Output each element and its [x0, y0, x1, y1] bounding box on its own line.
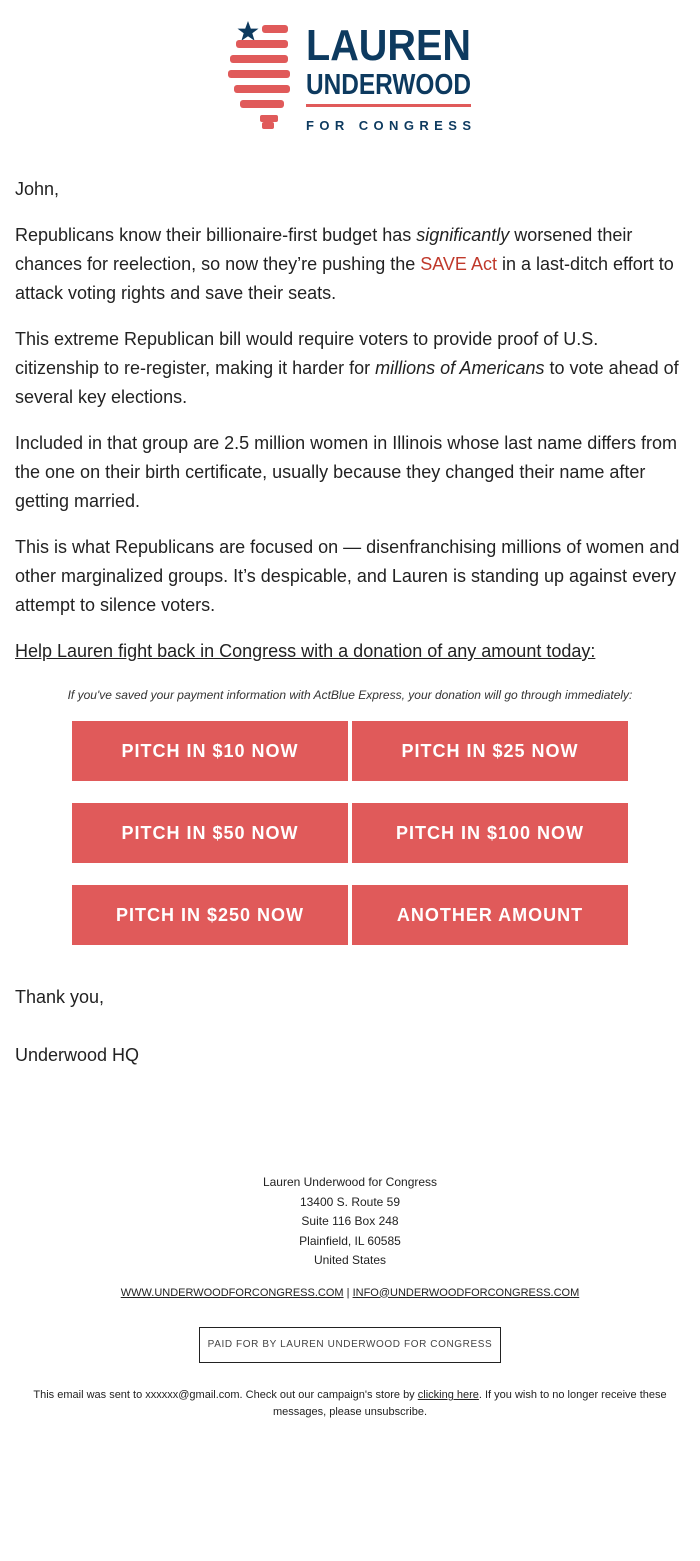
footer-link-separator: |	[346, 1286, 350, 1299]
paragraph-1-text-b: worsened their chances for reelection, so now they’re pushing the	[15, 225, 633, 274]
website-link[interactable]: WWW.UNDERWOODFORCONGRESS.COM	[120, 1286, 344, 1299]
footer	[0, 1173, 700, 1421]
campaign-logo	[226, 18, 476, 136]
paragraph-1-text-c: in a last-ditch effort to attack voting rights and save their seats.	[15, 254, 674, 303]
donate-100-button[interactable]: PITCH IN $100 NOW	[352, 803, 628, 863]
signoff-signature: Underwood HQ	[15, 1045, 140, 1065]
paid-for-disclaimer: PAID FOR BY LAUREN UNDERWOOD FOR CONGRESS	[199, 1327, 501, 1363]
footer-address-line-1: 13400 S. Route 59	[299, 1194, 401, 1209]
paragraph-1-emphasis: significantly	[416, 225, 510, 245]
logo-line-lauren: LAUREN	[306, 21, 471, 70]
paragraph-2-emphasis: millions of Americans	[375, 358, 545, 378]
logo-divider	[306, 104, 471, 107]
donate-cta-link[interactable]: Help Lauren fight back in Congress with a donation of any amount today:	[15, 641, 596, 661]
legal-text-b: . If you wish to no longer receive these messages, please unsubscribe.	[272, 1389, 667, 1418]
paragraph-3: Included in that group are 2.5 million women in Illinois whose last name differs from the one on their birth certificate, usually because they changed their name after getting married.	[15, 433, 678, 511]
paragraph-2-text-a: This extreme Republican bill would require voters to provide proof of U.S. citizenship to re-register, making it harder for	[15, 329, 599, 378]
footer-links	[0, 1284, 700, 1304]
donate-250-button[interactable]: PITCH IN $250 NOW	[72, 885, 348, 945]
store-link[interactable]: clicking here	[417, 1389, 479, 1401]
donate-50-button[interactable]: PITCH IN $50 NOW	[72, 803, 348, 863]
footer-address-line-2: Suite 116 Box 248	[301, 1214, 399, 1228]
paragraph-4: This is what Republicans are focused on — disenfranchising millions of women and other marginalized groups. It’s despicable, and Lauren is standing up against every attempt to silence voters.	[15, 537, 680, 615]
footer-country: United States	[313, 1253, 387, 1267]
paragraph-2-text-b: to vote ahead of several key elections.	[15, 358, 679, 407]
signoff-thanks: Thank you,	[15, 987, 105, 1007]
logo-line-underwood: UNDERWOOD	[306, 69, 471, 101]
donation-button-grid	[72, 721, 628, 945]
actblue-express-note: If you've saved your payment information with ActBlue Express, your donation will go through immediately:	[67, 688, 633, 702]
donate-25-button[interactable]: PITCH IN $25 NOW	[352, 721, 628, 781]
paragraph-1-text-a: Republicans know their billionaire-first budget has	[15, 225, 417, 245]
greeting: John,	[15, 179, 60, 199]
legal-notice	[25, 1387, 675, 1421]
save-act-link[interactable]: SAVE Act	[420, 254, 497, 274]
footer-org-name: Lauren Underwood for Congress	[262, 1175, 438, 1189]
paragraph-2	[15, 325, 685, 412]
cta-paragraph	[15, 637, 685, 666]
footer-city: Plainfield, IL 60585	[299, 1233, 401, 1248]
paragraph-1	[15, 221, 685, 308]
star-icon	[238, 21, 259, 41]
email-link[interactable]: INFO@UNDERWOODFORCONGRESS.COM	[352, 1286, 580, 1299]
donate-other-amount-button[interactable]: ANOTHER AMOUNT	[352, 885, 628, 945]
legal-text-a: This email was sent to xxxxxx@gmail.com. Check out our campaign's store by	[33, 1389, 418, 1401]
signoff	[15, 983, 139, 1099]
letter-body	[15, 175, 685, 683]
donate-10-button[interactable]: PITCH IN $10 NOW	[72, 721, 348, 781]
logo-line-for-congress: FOR CONGRESS	[306, 118, 471, 133]
illinois-stripes-icon	[228, 25, 290, 129]
